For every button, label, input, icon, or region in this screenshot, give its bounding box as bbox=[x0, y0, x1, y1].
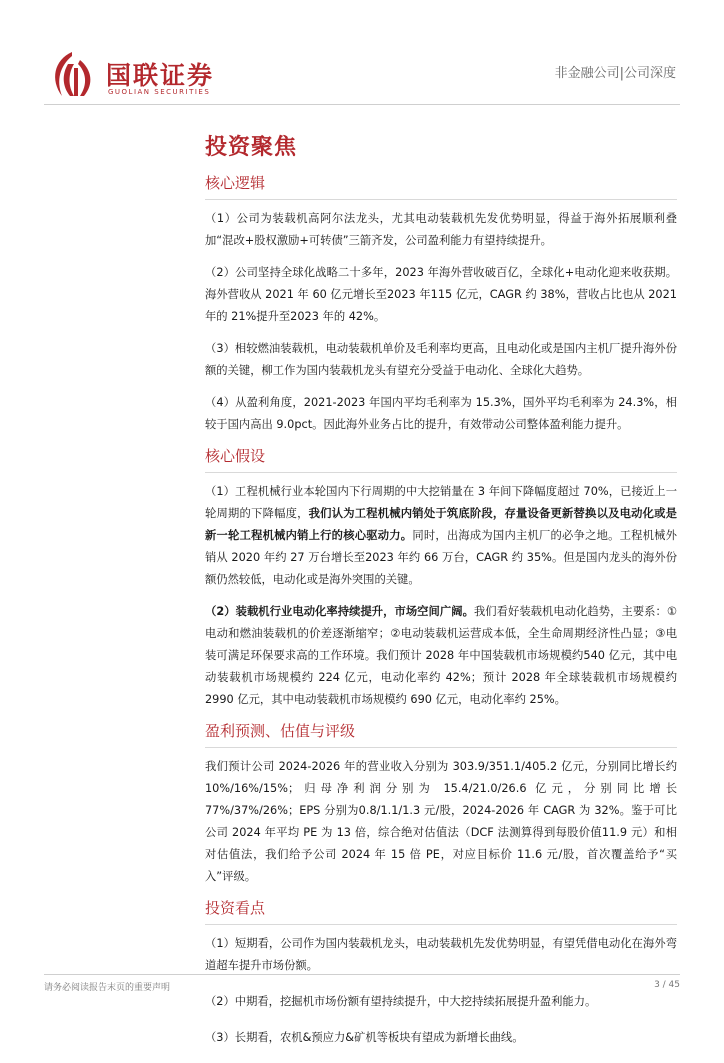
main-content bbox=[205, 133, 677, 1063]
investment-focus-point-2: （2）中期看，挖掘机市场份额有望持续提升，中大挖持续拓展提升盈利能力。 bbox=[205, 995, 597, 1008]
page-title: 投资聚焦 bbox=[205, 135, 298, 160]
section-core-assumptions bbox=[205, 446, 677, 711]
section-title-core-assumptions: 核心假设 bbox=[205, 447, 266, 465]
logo-emblem-icon bbox=[44, 50, 100, 100]
assumption-2-rest: 我们看好装载机电动化趋势，主要系：①电动和燃油装载机的价差逐渐缩窄；②电动装载机运营成本低，全生命周期经济性凸显；③电装可满足环保要求高的工作环境。我们预计 2028 年中国装载机市场规模约540 亿元，其中电动装载机市场规模约 224 亿元，电动化率约 42%；预计 2028 年全球装载机市场规模约 2990 亿元，其中电动装载机市场规模约 690 亿元，电动化率约 25%。 bbox=[205, 605, 677, 706]
section-divider bbox=[205, 747, 677, 748]
header-divider bbox=[44, 104, 680, 105]
section-divider bbox=[205, 924, 677, 925]
assumption-1-rest: 同时，出海成为国内主机厂的必争之地。工程机械外销从 2020 年约 27 万台增长至2023 年约 66 万台，CAGR 约 35%。但是国内龙头的海外份额仍然较低，电动化或是海外突围的关键。 bbox=[205, 529, 677, 586]
assumption-1-intro: （1）工程机械行业本轮国内下行周期的中大挖销量在 3 年间下降幅度超过 70%，已接近上一轮周期的下降幅度， bbox=[205, 485, 677, 520]
assumption-1-highlight: 我们认为工程机械内销处于筑底阶段，存量设备更新替换以及电动化或是新一轮工程机械内销上行的核心驱动力。 bbox=[205, 507, 677, 542]
core-logic-point-1: （1）公司为装载机高阿尔法龙头，尤其电动装载机先发优势明显，得益于海外拓展顺利叠加“混改+股权激励+可转债”三箭齐发，公司盈利能力有望持续提升。 bbox=[205, 212, 677, 247]
investment-focus-point-3: （3）长期看，农机&预应力&矿机等板块有望成为新增长曲线。 bbox=[205, 1031, 524, 1044]
assumption-2-highlight: （2）装载机行业电动化率持续提升，市场空间广阔。 bbox=[205, 605, 474, 618]
footer-divider bbox=[44, 974, 680, 975]
document-type: 非金融公司|公司深度 bbox=[554, 66, 676, 81]
core-assumption-point-1 bbox=[205, 481, 677, 591]
section-title-core-logic: 核心逻辑 bbox=[205, 174, 266, 192]
logo-text-en: GUOLIAN SECURITIES bbox=[108, 88, 211, 96]
section-title-investment-focus: 投资看点 bbox=[205, 899, 266, 917]
section-title-forecast: 盈利预测、估值与评级 bbox=[205, 722, 356, 740]
core-logic-point-2: （2）公司坚持全球化战略二十多年，2023 年海外营收破百亿，全球化+电动化迎来收获期。海外营收从 2021 年 60 亿元增长至2023 年115 亿元，CAGR 约 38%，营收占比也从 2021 年的 21%提升至2023 年的 42%。 bbox=[205, 266, 677, 323]
footer-disclaimer: 请务必阅读报告末页的重要声明 bbox=[44, 983, 171, 993]
core-logic-point-3: （3）相较燃油装载机，电动装载机单价及毛利率均更高，且电动化或是国内主机厂提升海外份额的关键，柳工作为国内装载机龙头有望充分受益于电动化、全球化大趋势。 bbox=[205, 342, 677, 377]
page-footer bbox=[44, 974, 680, 993]
investment-focus-point-1: （1）短期看，公司作为国内装载机龙头，电动装载机先发优势明显，有望凭借电动化在海外弯道超车提升市场份额。 bbox=[205, 937, 677, 972]
forecast-paragraph: 我们预计公司 2024-2026 年的营业收入分别为 303.9/351.1/405.2 亿元，分别同比增长约10%/16%/15%；归母净利润分别为 15.4/21.0/26.6 亿元，分别同比增长 77%/37%/26%；EPS 分别为0.8/1.1/1.3 元/股，2024-2026 年 CAGR 为 32%。鉴于可比公司 2024 年平均 PE 为 13 倍，综合绝对估值法（DCF 法测算得到每股价值11.9 元）和相对估值法，我们给予公司 2024 年 15 倍 PE，对应目标价 11.6 元/股，首次覆盖给予“买入”评级。 bbox=[205, 760, 677, 883]
core-assumption-point-2 bbox=[205, 601, 677, 711]
section-divider bbox=[205, 472, 677, 473]
core-logic-point-4: （4）从盈利角度，2021-2023 年国内平均毛利率为 15.3%，国外平均毛利率为 24.3%，相较于国内高出 9.0pct。因此海外业务占比的提升，有效带动公司整体盈利能力提升。 bbox=[205, 396, 677, 431]
section-forecast bbox=[205, 721, 677, 888]
section-divider bbox=[205, 199, 677, 200]
logo-text-cn: 国联证券 bbox=[106, 61, 215, 90]
page-header bbox=[0, 0, 724, 110]
page-number: 3 / 45 bbox=[654, 980, 680, 990]
company-logo bbox=[44, 50, 244, 100]
section-core-logic bbox=[205, 173, 677, 436]
